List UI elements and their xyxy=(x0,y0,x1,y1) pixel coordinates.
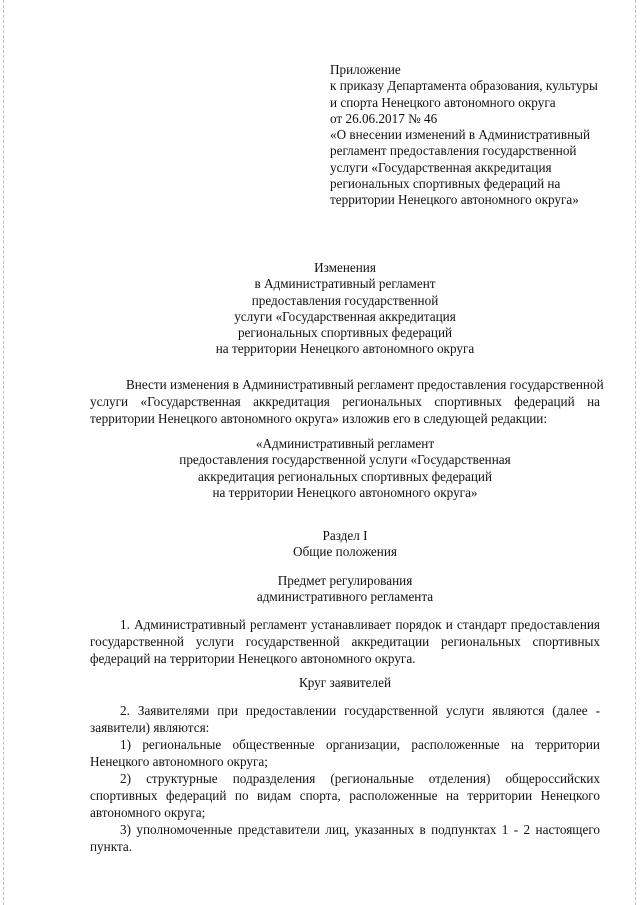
annex-line: к приказу Департамента образования, культуры xyxy=(330,78,598,94)
paragraph-2 xyxy=(90,702,600,736)
regulation-title xyxy=(90,436,600,501)
reg-title-line: на территории Ненецкого автономного округа» xyxy=(212,484,478,500)
reg-title-line: предоставления государственной услуги «Государственная xyxy=(179,452,511,468)
annex-line: и спорта Ненецкого автономного округа xyxy=(330,94,556,110)
item3-line: 3) уполномоченные представители лиц, указанных в подпунктах 1 - 2 настоящего xyxy=(120,822,600,837)
annex-line: услуги «Государственная аккредитация xyxy=(330,159,552,175)
list-item-1 xyxy=(90,736,600,770)
list-item-3 xyxy=(90,821,600,855)
annex-line: региональных спортивных федераций на xyxy=(330,176,561,192)
annex-line: Приложение xyxy=(330,62,401,77)
intro-line: Внести изменения в Административный регламент предоставления государственной xyxy=(126,377,604,392)
reg-title-line: «Административный регламент xyxy=(255,436,435,451)
p2-line: 2. Заявителями при предоставлении государственной услуги являются (далее - xyxy=(120,703,600,718)
annex-line: территории Ненецкого автономного округа» xyxy=(330,192,579,208)
intro-line: услуги «Государственная аккредитация региональных спортивных федераций на xyxy=(90,394,600,409)
annex-line: регламент предоставления государственной xyxy=(330,143,577,159)
intro-paragraph xyxy=(90,376,604,427)
title-line: предоставления государственной xyxy=(251,292,439,308)
subject-line: административного регламента xyxy=(256,589,434,605)
document-title xyxy=(90,260,600,358)
title-line: в Административный регламент xyxy=(254,276,436,292)
subject-heading xyxy=(90,573,600,606)
annex-header xyxy=(330,62,620,209)
item1-line: 1) региональные общественные организации, расположенные на территории xyxy=(120,737,600,752)
paragraph-1 xyxy=(90,616,600,667)
item2-line: автономного округа; xyxy=(90,805,206,820)
section-heading xyxy=(90,528,600,561)
item3-line: пункта. xyxy=(90,839,133,854)
intro-line: территории Ненецкого автономного округа» изложив его в следующей редакции: xyxy=(90,411,548,426)
annex-line: от 26.06.2017 № 46 xyxy=(330,110,438,126)
p1-line: 1. Административный регламент устанавливает порядок и стандарт предоставления xyxy=(120,617,600,632)
reg-title-line: аккредитация региональных спортивных федераций xyxy=(197,468,493,484)
p1-line: государственной услуги государственной аккредитации региональных спортивных xyxy=(90,634,600,649)
item2-line: 2) структурные подразделения (региональные отделения) общероссийских xyxy=(120,771,600,786)
scan-edge-left xyxy=(3,0,5,905)
section-number: Раздел I xyxy=(322,528,368,543)
item1-line: Ненецкого автономного округа; xyxy=(90,754,268,769)
annex-line: «О внесении изменений в Административный xyxy=(330,127,591,143)
scan-edge-right xyxy=(635,0,637,905)
title-line: на территории Ненецкого автономного округа xyxy=(215,341,475,357)
title-line: услуги «Государственная аккредитация xyxy=(234,308,456,324)
p1-line: федераций на территории Ненецкого автономного округа. xyxy=(90,651,416,666)
section-name: Общие положения xyxy=(293,544,397,560)
applicants-heading xyxy=(90,675,600,691)
title-line: Изменения xyxy=(314,260,376,275)
list-item-2 xyxy=(90,770,600,821)
subject-line: Предмет регулирования xyxy=(277,573,413,588)
p2-line: заявители) являются: xyxy=(90,720,210,735)
applicants-heading-text: Круг заявителей xyxy=(298,675,392,690)
item2-line: спортивных федераций по видам спорта, расположенные на территории Ненецкого xyxy=(90,788,600,803)
title-line: региональных спортивных федераций xyxy=(237,325,453,341)
